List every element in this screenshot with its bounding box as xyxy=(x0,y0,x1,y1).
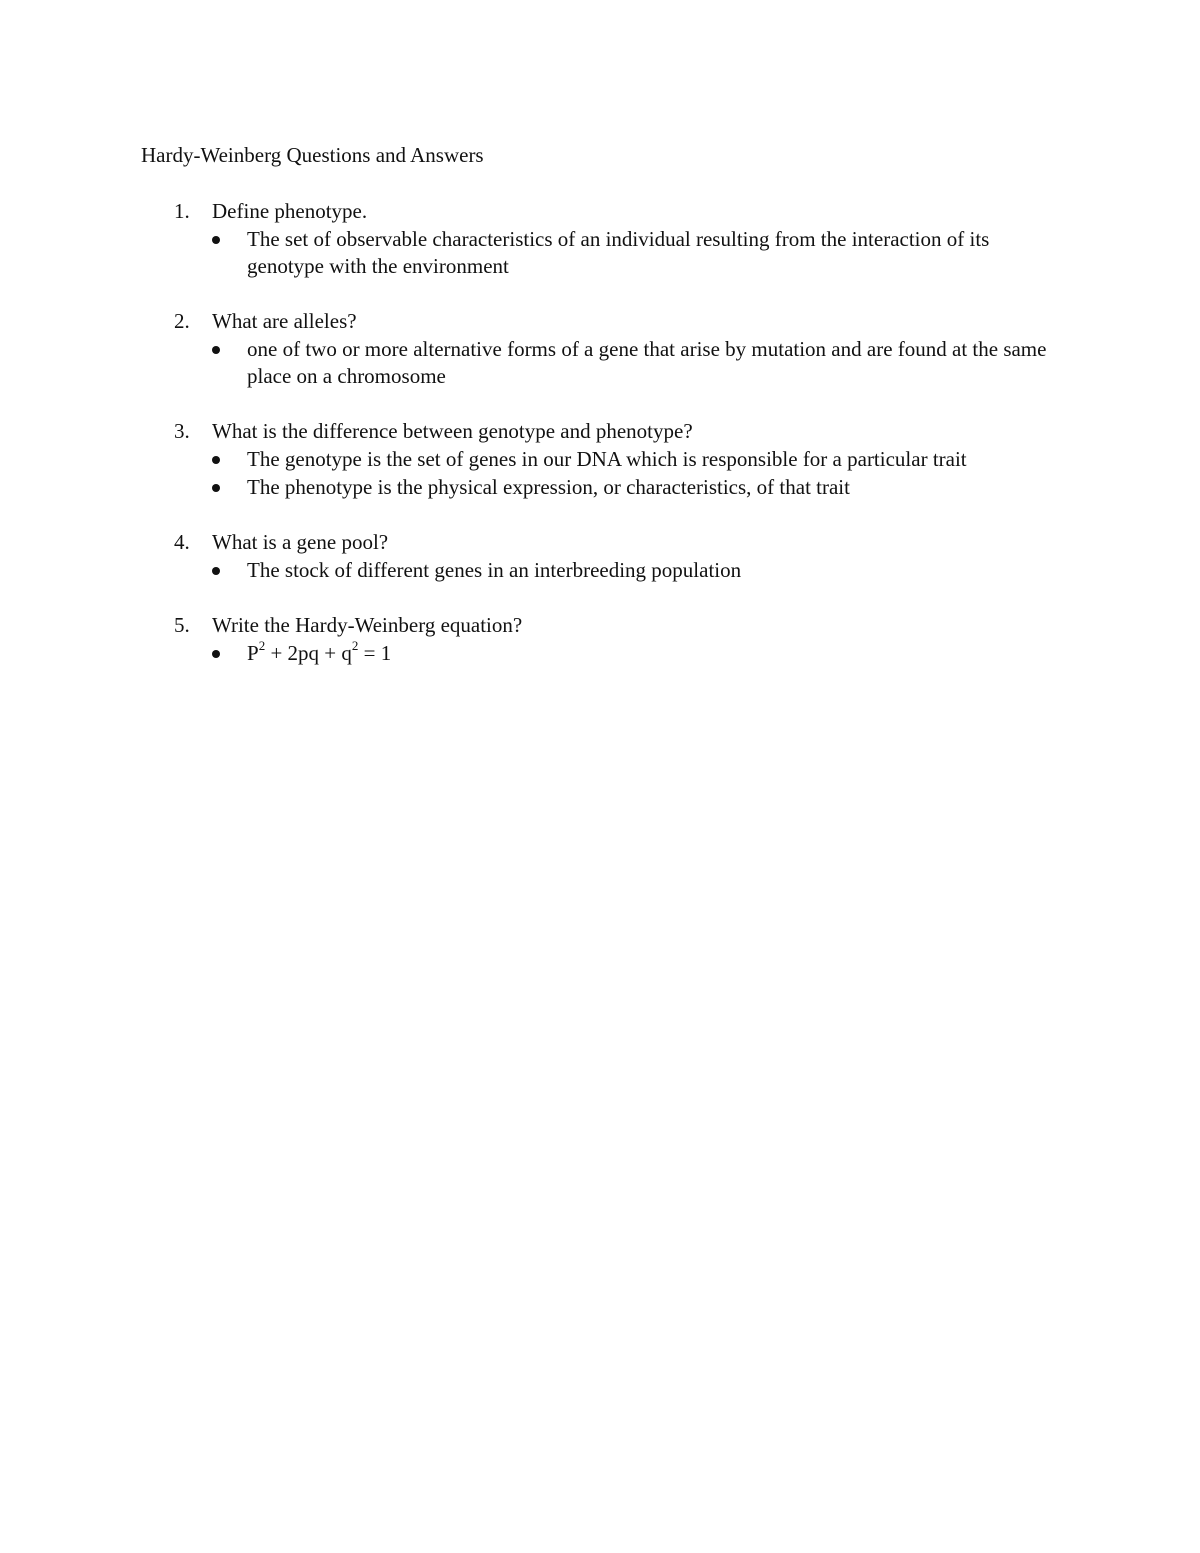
question-number: 4. xyxy=(174,530,190,554)
bullet-icon xyxy=(212,236,220,244)
question-text: What is a gene pool? xyxy=(212,530,389,554)
question-number: 1. xyxy=(174,199,190,223)
question-text: What is the difference between genotype and phenotype? xyxy=(212,419,693,443)
answer-text: The set of observable characteristics of an individual resulting from the interaction of its genotype with the environment xyxy=(247,227,990,278)
answer-text: The stock of different genes in an interbreeding population xyxy=(247,558,742,582)
equation-q-exponent: 2 xyxy=(351,638,359,653)
equation-middle: + 2pq + q xyxy=(265,641,352,665)
answer-text: one of two or more alternative forms of a gene that arise by mutation and are found at the same place on a chromosome xyxy=(247,337,1047,388)
bullet-icon xyxy=(212,567,220,575)
answer-text: The phenotype is the physical expression, or characteristics, of that trait xyxy=(247,475,850,499)
bullet-icon xyxy=(212,456,220,464)
question-text: What are alleles? xyxy=(212,309,357,333)
hardy-weinberg-equation xyxy=(247,640,1067,667)
bullet-icon xyxy=(212,484,220,492)
question-number: 5. xyxy=(174,613,190,637)
equation-p-exponent: 2 xyxy=(258,638,266,653)
equation-p-term: P xyxy=(247,641,259,665)
question-text: Write the Hardy-Weinberg equation? xyxy=(212,613,523,637)
question-text: Define phenotype. xyxy=(212,199,368,223)
equation-end: = 1 xyxy=(358,641,392,665)
question-number: 2. xyxy=(174,309,190,333)
bullet-icon xyxy=(212,650,220,658)
document-title: Hardy-Weinberg Questions and Answers xyxy=(141,143,484,167)
answer-text: The genotype is the set of genes in our DNA which is responsible for a particular trait xyxy=(247,447,967,471)
bullet-icon xyxy=(212,346,220,354)
question-number: 3. xyxy=(174,419,190,443)
